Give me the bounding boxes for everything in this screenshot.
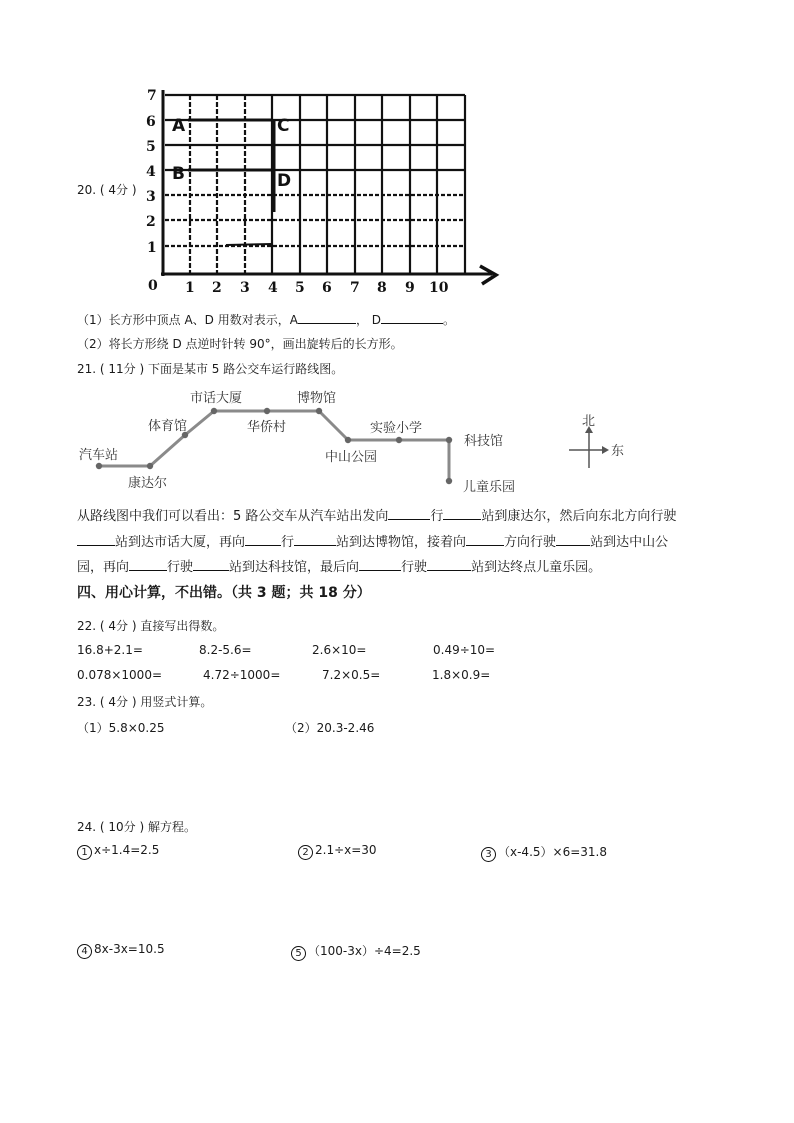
q23-item: （1）5.8×0.25 — [77, 721, 165, 735]
q20-sub1-text: （1）长方形中顶点 A、D 用数对表示，A — [77, 313, 298, 327]
q24-item — [77, 942, 165, 959]
point-d-label: D — [277, 171, 292, 191]
circled-number: 1 — [77, 845, 92, 860]
answer-blank[interactable] — [466, 531, 504, 546]
q21-text: 从路线图中我们可以看出：5 路公交车从汽车站出发向 — [77, 509, 389, 524]
q22-label: 22. ( 4分 ) 直接写出得数。 — [77, 619, 225, 633]
station-kejiguan: 科技馆 — [464, 434, 504, 449]
point-c-label: C — [277, 116, 290, 136]
q22-item: 0.49÷10= — [433, 643, 496, 657]
stop-dot — [264, 408, 270, 414]
y-tick-1: 1 — [147, 240, 157, 256]
q24-label: 24. ( 10分 ) 解方程。 — [77, 820, 196, 834]
q24-item — [298, 843, 377, 860]
circled-number: 3 — [481, 847, 496, 862]
x-tick-7: 7 — [350, 280, 360, 296]
answer-blank[interactable] — [294, 531, 336, 546]
station-shiyanxiaoxue: 实验小学 — [370, 421, 423, 436]
y-tick-2: 2 — [146, 214, 156, 230]
y-tick-7: 7 — [147, 88, 157, 104]
q20-sub1-sep: ， D — [355, 313, 381, 327]
circled-number: 5 — [291, 946, 306, 961]
equation-text: x÷1.4=2.5 — [94, 843, 160, 857]
q21-label: 21. ( 11分 ) 下面是某市 5 路公交车运行路线图。 — [77, 362, 344, 376]
north-label: 北 — [582, 414, 596, 429]
y-tick-6: 6 — [146, 114, 156, 130]
answer-blank[interactable] — [359, 556, 401, 571]
circled-number: 2 — [298, 845, 313, 860]
q21-text: 方向行驶 — [504, 534, 557, 550]
q24-item — [77, 843, 159, 860]
q21-text: 站到达市话大厦，再向 — [115, 534, 246, 550]
section-heading: 四、用心计算，不出错。（共 3 题；共 18 分） — [77, 585, 371, 601]
station-qichezhan: 汽车站 — [79, 448, 119, 463]
station-ertongleyuan: 儿童乐园 — [463, 480, 516, 495]
equation-text: （x-4.5）×6=31.8 — [498, 845, 607, 859]
station-tiyuguan: 体育馆 — [148, 419, 188, 434]
q20-sub1-end: 。 — [443, 313, 456, 327]
y-tick-3: 3 — [146, 189, 156, 205]
x-tick-3: 3 — [240, 280, 250, 296]
bus-route-map — [70, 382, 650, 500]
q22-item: 8.2-5.6= — [199, 643, 252, 657]
stop-dot — [147, 463, 153, 469]
q21-text: 站到达博物馆，接着向 — [336, 534, 467, 550]
answer-blank-a[interactable] — [298, 309, 356, 324]
compass-icon — [569, 414, 624, 468]
east-label: 东 — [611, 444, 625, 459]
x-tick-2: 2 — [212, 280, 222, 296]
stop-dot — [211, 408, 217, 414]
q22-item: 7.2×0.5= — [322, 668, 381, 682]
answer-blank[interactable] — [77, 531, 115, 546]
x-tick-10: 10 — [429, 280, 449, 296]
q22-item: 1.8×0.9= — [432, 668, 491, 682]
q21-text: 行驶 — [167, 560, 194, 575]
q21-text: 行 — [281, 534, 295, 550]
q20-sub1 — [77, 309, 455, 328]
x-tick-4: 4 — [268, 280, 278, 296]
answer-blank[interactable] — [556, 531, 590, 546]
q22-item: 4.72÷1000= — [203, 668, 281, 682]
origin-label: 0 — [148, 278, 158, 294]
q20-label: 20. ( 4分 ) — [77, 183, 137, 197]
x-tick-5: 5 — [295, 280, 305, 296]
equation-text: （100-3x）÷4=2.5 — [308, 944, 421, 958]
q24-item — [481, 843, 607, 862]
point-a-label: A — [172, 116, 186, 136]
q22-item: 0.078×1000= — [77, 668, 163, 682]
q22-item: 16.8+2.1= — [77, 643, 143, 657]
stop-dot — [316, 408, 322, 414]
q21-text: 行 — [430, 509, 444, 524]
stop-dot — [96, 463, 102, 469]
coordinate-grid — [140, 84, 505, 296]
q21-text: 行驶 — [401, 560, 428, 575]
q21-text: 站到达科技馆，最后向 — [229, 560, 360, 575]
station-bowuguan: 博物馆 — [297, 391, 337, 406]
equation-text: 8x-3x=10.5 — [94, 942, 165, 956]
answer-blank[interactable] — [245, 531, 281, 546]
q21-fill-paragraph — [77, 504, 727, 581]
point-b-label: B — [172, 164, 185, 184]
y-tick-4: 4 — [146, 164, 156, 180]
station-kangdaer: 康达尔 — [128, 476, 168, 491]
short-mark — [226, 244, 272, 245]
answer-blank[interactable] — [193, 556, 229, 571]
stop-dot — [446, 478, 452, 484]
answer-blank[interactable] — [388, 505, 430, 520]
station-huaqiaocun: 华侨村 — [247, 420, 287, 435]
q24-item — [291, 942, 421, 961]
answer-blank[interactable] — [129, 556, 167, 571]
q22-item: 2.6×10= — [312, 643, 367, 657]
x-tick-6: 6 — [322, 280, 332, 296]
answer-blank[interactable] — [443, 505, 481, 520]
q21-text: 园，再向 — [77, 560, 130, 575]
x-tick-1: 1 — [185, 280, 195, 296]
q23-item: （2）20.3-2.46 — [285, 721, 375, 735]
q20-sub2: （2）将长方形绕 D 点逆时针转 90°，画出旋转后的长方形。 — [77, 337, 403, 351]
stop-dot — [345, 437, 351, 443]
circled-number: 4 — [77, 944, 92, 959]
q21-text: 站到康达尔，然后向东北方向行驶 — [481, 509, 677, 524]
station-zhongshangongyuan: 中山公园 — [325, 450, 378, 465]
stop-dot — [396, 437, 402, 443]
station-shihuadasha: 市话大厦 — [190, 391, 243, 406]
q21-text: 站到达终点儿童乐园。 — [471, 560, 602, 575]
answer-blank[interactable] — [427, 556, 471, 571]
q23-label: 23. ( 4分 ) 用竖式计算。 — [77, 695, 213, 709]
equation-text: 2.1÷x=30 — [315, 843, 377, 857]
x-tick-8: 8 — [377, 280, 387, 296]
stop-dot — [446, 437, 452, 443]
x-tick-9: 9 — [405, 280, 415, 296]
answer-blank-d[interactable] — [381, 309, 443, 324]
q21-text: 站到达中山公 — [590, 534, 669, 550]
y-tick-5: 5 — [146, 139, 156, 155]
